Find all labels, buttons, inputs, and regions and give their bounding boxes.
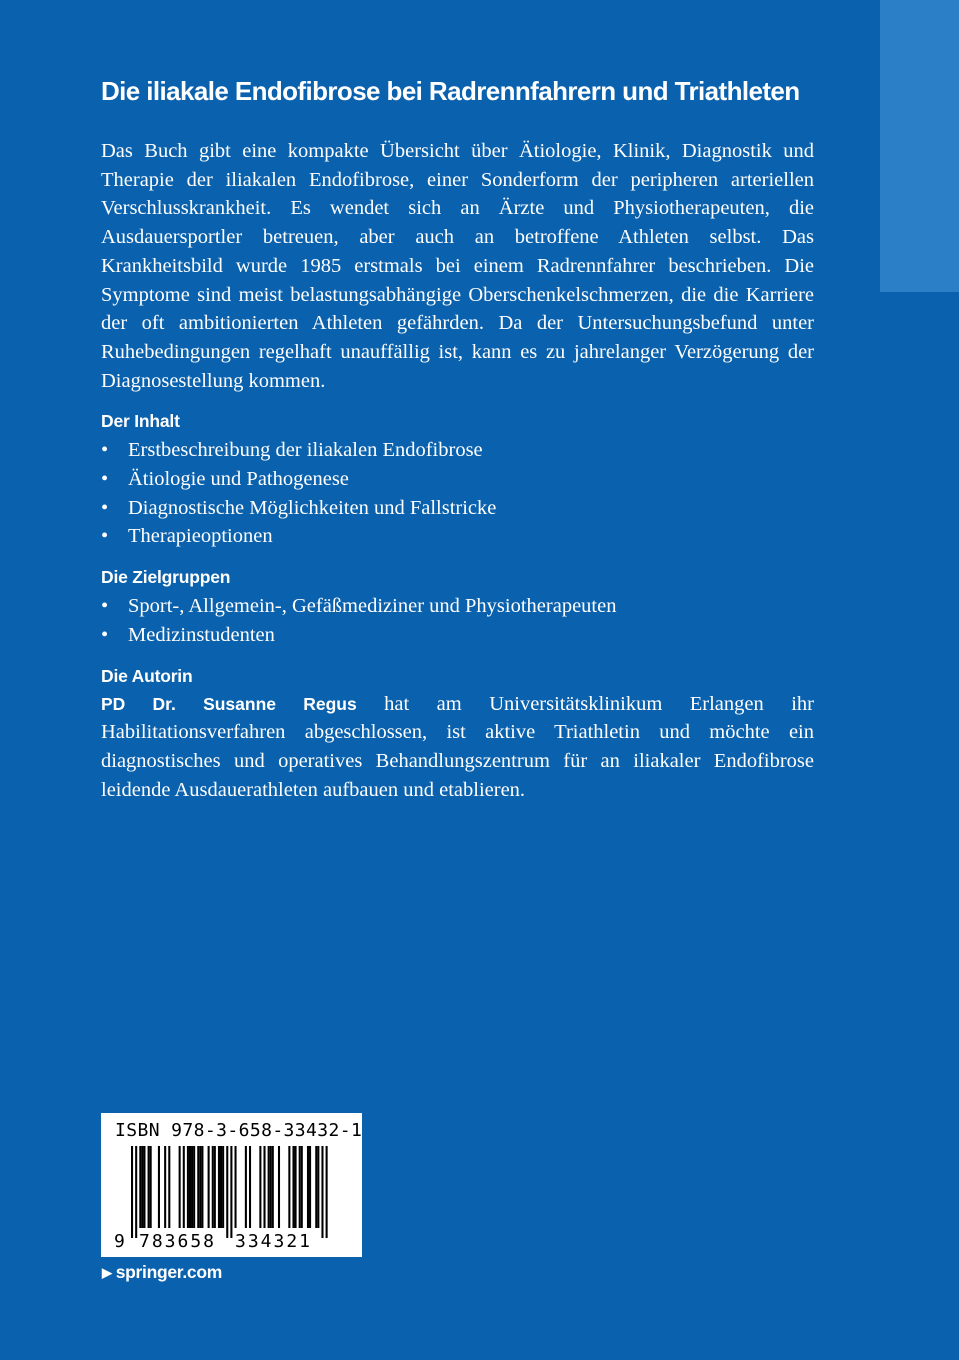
section-contents — [101, 407, 814, 551]
author-bio-text: hat am Universitätsklinikum Erlangen ihr Habilitationsverfahren abgeschlossen, ist aktive Triathletin und möchte ein diagnostisches und operatives Behandlungszentrum für an iliakaler Endofibrose leidende Ausdauerathleten aufbauen und etablieren. — [101, 692, 814, 801]
barcode-bar — [299, 1146, 301, 1228]
barcode-bar — [139, 1146, 141, 1228]
list-item — [101, 522, 814, 551]
barcode-bar — [131, 1146, 133, 1238]
target-groups-heading: Die Zielgruppen — [101, 567, 231, 588]
barcode-bar — [272, 1146, 274, 1228]
barcode-bar — [135, 1146, 137, 1238]
publisher-url: springer.com — [115, 1262, 222, 1282]
barcode-bar — [249, 1146, 251, 1228]
section-target-groups — [101, 563, 814, 649]
barcode-bar — [218, 1146, 220, 1228]
barcode-bar — [168, 1146, 170, 1228]
barcode-bar — [199, 1146, 201, 1228]
barcode-bar — [150, 1146, 152, 1228]
barcode-bar — [288, 1146, 290, 1228]
barcode-bar — [191, 1146, 193, 1228]
barcode-bar — [317, 1146, 319, 1228]
book-description: Das Buch gibt eine kompakte Übersicht über Ätiologie, Klinik, Diagnostik und Therapie der iliakalen Endofibrose, einer Sonderform der peripheren arteriellen Verschlusskrankheit. Es wendet sich an Ärzte und Physiotherapeuten, die Ausdauersportler betreuen, aber auch an betroffene Athleten selbst. Das Krankheitsbild wurde 1985 erstmals bei einem Radrennfahrer beschrieben. Die Symptome sind meist belastungsabhängige Oberschenkelschmerzen, die die Karriere der oft ambitionierten Athleten gefährden. Da der Untersuchungsbefund unter Ruhebedingungen regelhaft unauffällig ist, kann es zu jahrelanger Verzögerung der Diagnosestellung kommen. — [101, 140, 814, 392]
barcode-bar — [220, 1146, 222, 1228]
barcode-bar — [143, 1146, 145, 1228]
author-heading: Die Autorin — [101, 665, 193, 686]
barcode-bar — [187, 1146, 189, 1228]
barcode-bar — [245, 1146, 247, 1228]
barcode-bar — [208, 1146, 210, 1228]
barcode-graphic — [101, 1113, 362, 1257]
barcode-bar — [201, 1146, 203, 1228]
book-title: Die iliakale Endofibrose bei Radrennfahrern und Triathleten — [101, 76, 800, 106]
barcode-digits-right: 334321 — [235, 1231, 313, 1252]
bullet-icon: • — [101, 623, 109, 646]
barcode-digit-first: 9 — [114, 1231, 125, 1252]
list-item-text: Diagnostische Möglichkeiten und Fallstricke — [128, 496, 497, 519]
barcode-bar — [235, 1146, 237, 1228]
barcode-bar — [226, 1146, 228, 1238]
list-item-text: Therapieoptionen — [128, 525, 273, 548]
author-bio — [101, 690, 814, 805]
barcode-bar — [263, 1146, 265, 1228]
publisher-link[interactable] — [102, 1262, 222, 1283]
barcode-bar — [268, 1146, 270, 1228]
bullet-icon: • — [101, 525, 109, 548]
barcode-bar — [270, 1146, 272, 1228]
barcode-bar — [326, 1146, 328, 1238]
bullet-icon: • — [101, 595, 109, 618]
barcode-bar — [309, 1146, 311, 1228]
barcode-bar — [212, 1146, 214, 1228]
barcode-bar — [193, 1146, 195, 1228]
barcode-bar — [292, 1146, 294, 1228]
list-item-text: Ätiologie und Pathogenese — [128, 468, 349, 491]
barcode-bar — [321, 1146, 323, 1238]
isbn-barcode — [101, 1113, 362, 1257]
barcode-bar — [164, 1146, 166, 1228]
barcode-bar — [148, 1146, 150, 1228]
list-item-text: Medizinstudenten — [128, 623, 275, 646]
side-color-tab — [880, 0, 959, 292]
bullet-icon: • — [101, 468, 109, 491]
barcode-bar — [197, 1146, 199, 1228]
barcode-bar — [183, 1146, 185, 1228]
list-item — [101, 592, 814, 621]
barcode-bar — [222, 1146, 224, 1228]
barcode-bar — [179, 1146, 181, 1228]
barcode-bar — [214, 1146, 216, 1228]
barcode-bar — [295, 1146, 297, 1228]
barcode-bar — [230, 1146, 232, 1238]
barcode-bar — [301, 1146, 303, 1228]
section-author — [101, 662, 814, 805]
barcode-bar — [315, 1146, 317, 1228]
target-groups-list — [101, 592, 814, 649]
author-name: PD Dr. Susanne Regus — [101, 693, 357, 714]
bullet-icon: • — [101, 496, 109, 519]
contents-list — [101, 436, 814, 551]
list-item — [101, 621, 814, 650]
list-item-text: Sport-, Allgemein-, Gefäßmediziner und Physiotherapeuten — [128, 595, 617, 618]
barcode-bar — [189, 1146, 191, 1228]
list-item — [101, 436, 814, 465]
barcode-bar — [158, 1146, 160, 1228]
list-item-text: Erstbeschreibung der iliakalen Endofibrose — [128, 439, 483, 462]
list-item — [101, 465, 814, 494]
barcode-bar — [141, 1146, 143, 1228]
barcode-bar — [278, 1146, 280, 1228]
isbn-label: ISBN 978-3-658-33432-1 — [115, 1120, 363, 1141]
bullet-icon: • — [101, 439, 109, 462]
list-item — [101, 494, 814, 523]
triangle-right-icon: ▶ — [102, 1265, 112, 1280]
contents-heading: Der Inhalt — [101, 411, 180, 432]
back-cover-content — [101, 72, 814, 804]
barcode-digits-left: 783658 — [139, 1231, 217, 1252]
barcode-bar — [307, 1146, 309, 1228]
barcode-bar — [259, 1146, 261, 1228]
